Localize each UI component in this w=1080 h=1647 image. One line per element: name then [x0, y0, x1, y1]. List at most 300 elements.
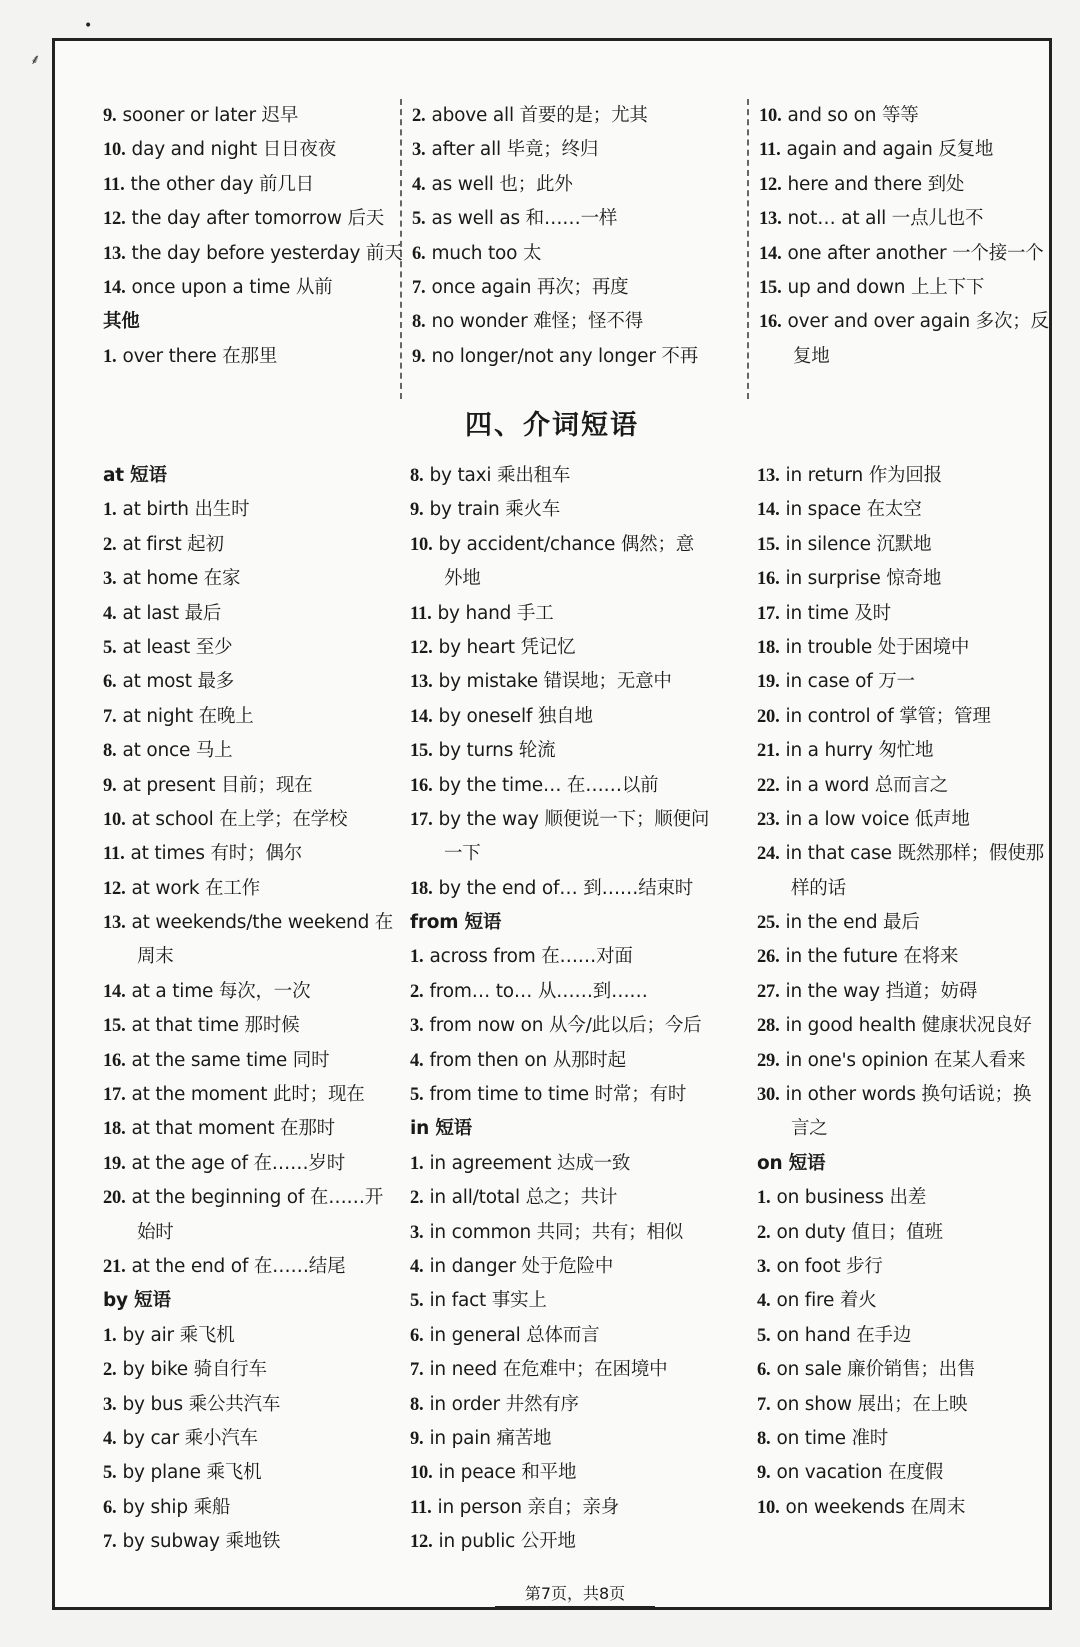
item-number: 14.: [757, 500, 780, 521]
item-number: 13.: [759, 209, 782, 230]
item-number: 2.: [410, 981, 424, 1002]
group-heading: [410, 1112, 745, 1146]
item-number: 4.: [410, 1050, 424, 1071]
phrase-item: [410, 1353, 745, 1387]
phrase-text: at birth 出生时: [122, 499, 250, 521]
phrase-item: [412, 202, 745, 236]
phrase-item: [103, 837, 393, 871]
phrase-item: [103, 1353, 393, 1387]
phrase-item: [410, 769, 745, 803]
phrase-item: [103, 1112, 393, 1146]
group-heading: [410, 906, 745, 940]
item-number: 7.: [757, 1394, 771, 1415]
item-number: 14.: [410, 706, 433, 727]
phrase-text: in that case 既然那样；假使那: [785, 843, 1044, 865]
item-number: 13.: [410, 672, 433, 693]
phrase-text: by ship 乘船: [122, 1496, 231, 1518]
phrase-item: [412, 340, 745, 374]
phrase-text: no longer/not any longer 不再: [431, 345, 699, 367]
phrase-text: not… at all 一点儿也不: [787, 208, 984, 230]
phrase-item: [103, 493, 393, 527]
phrase-item: [757, 1009, 1055, 1043]
item-number: 2.: [412, 106, 426, 126]
phrase-text: in danger 处于危险中: [429, 1255, 614, 1277]
phrase-item: [410, 734, 745, 768]
phrase-text: after all 毕竟；终归: [431, 139, 599, 161]
phrase-text: in silence 沉默地: [785, 533, 932, 555]
item-number: 5.: [103, 1463, 117, 1484]
phrase-text: from time to time 时常；有时: [429, 1084, 687, 1106]
item-number: 4.: [103, 603, 117, 624]
phrase-item: [759, 202, 1055, 236]
phrase-item: [410, 1250, 745, 1284]
item-number: 19.: [757, 672, 780, 693]
phrase-item: [410, 665, 745, 699]
phrase-text: in a word 总而言之: [785, 774, 949, 796]
item-number: 6.: [410, 1325, 424, 1346]
phrase-item: [759, 133, 1055, 167]
item-number: 10.: [410, 1463, 433, 1484]
phrase-text: by the way 顺便说一下；顺便问: [438, 808, 710, 830]
item-number: 12.: [759, 174, 782, 195]
phrase-item: [103, 1044, 393, 1078]
item-number: 19.: [103, 1153, 126, 1174]
phrase-text: in time 及时: [785, 602, 891, 624]
item-number: 17.: [757, 603, 780, 624]
phrase-text: in trouble 处于困境中: [785, 636, 970, 658]
phrase-text: on sale 廉价销售；出售: [776, 1359, 976, 1381]
item-number: 9.: [410, 500, 424, 521]
item-number: 4.: [103, 1428, 117, 1449]
phrase-item: [103, 597, 393, 631]
phrase-item: [410, 1009, 745, 1043]
phrase-item: [410, 1388, 745, 1422]
phrase-text: across from 在……对面: [429, 946, 633, 968]
phrase-item: [410, 493, 745, 527]
phrase-text: by 短语: [103, 1290, 171, 1312]
item-number: 14.: [103, 277, 126, 298]
phrase-text: by bus 乘公共汽车: [122, 1393, 281, 1415]
scan-mark: ⸙: [30, 52, 41, 68]
item-number: 6.: [757, 1360, 771, 1381]
phrase-item: [410, 1456, 745, 1490]
phrase-item: [757, 700, 1055, 734]
phrase-text: in 短语: [410, 1118, 472, 1140]
column-3: [747, 99, 1055, 399]
item-number: 3.: [410, 1222, 424, 1243]
phrase-text: in surprise 惊奇地: [785, 568, 942, 590]
phrase-continuation: [103, 940, 393, 974]
item-number: 16.: [103, 1050, 126, 1071]
phrase-item: [410, 1078, 745, 1112]
item-number: 3.: [103, 569, 117, 590]
item-number: 14.: [103, 981, 126, 1002]
item-number: 8.: [410, 466, 424, 486]
phrase-item: [757, 975, 1055, 1009]
phrase-text: once again 再次；再度: [431, 276, 629, 298]
item-number: 12.: [103, 209, 126, 230]
item-number: 12.: [410, 637, 433, 658]
phrase-item: [759, 271, 1055, 305]
phrase-text: no wonder 难怪；怪不得: [431, 311, 643, 333]
phrase-item: [410, 1216, 745, 1250]
phrase-item: [103, 1456, 393, 1490]
phrase-item: [757, 1181, 1055, 1215]
phrase-text: in fact 事实上: [429, 1290, 547, 1312]
column-2: [400, 99, 745, 399]
phrase-item: [103, 133, 393, 167]
phrase-item: [757, 459, 1055, 493]
phrase-item: [410, 803, 745, 837]
phrase-text: at the moment 此时；现在: [131, 1084, 365, 1106]
phrase-continuation: [410, 562, 745, 596]
item-number: 5.: [410, 1291, 424, 1312]
item-number: 5.: [410, 1085, 424, 1106]
phrase-text: on business 出差: [776, 1187, 927, 1209]
item-number: 3.: [410, 1016, 424, 1037]
item-number: 5.: [103, 637, 117, 658]
phrase-text: 其他: [103, 311, 140, 333]
item-number: 17.: [103, 1085, 126, 1106]
phrase-text: on show 展出；在上映: [776, 1393, 968, 1415]
item-number: 16.: [759, 312, 782, 333]
phrase-text: by taxi 乘出租车: [429, 465, 571, 486]
item-number: 18.: [103, 1119, 126, 1140]
phrase-text: by train 乘火车: [429, 499, 561, 521]
item-number: 10.: [757, 1497, 780, 1518]
item-number: 5.: [757, 1325, 771, 1346]
phrase-item: [103, 1491, 393, 1525]
phrase-item: [757, 1319, 1055, 1353]
column-3: [747, 459, 1055, 1599]
item-number: 11.: [103, 174, 125, 195]
phrase-item: [757, 1353, 1055, 1387]
item-number: 8.: [103, 741, 117, 762]
phrase-item: [757, 1284, 1055, 1318]
item-number: 8.: [757, 1428, 771, 1449]
phrase-item: [103, 872, 393, 906]
phrase-item: [103, 168, 393, 202]
page-frame: [52, 38, 1052, 1610]
phrase-item: [103, 1009, 393, 1043]
phrase-item: [410, 631, 745, 665]
item-number: 18.: [757, 637, 780, 658]
item-number: 9.: [757, 1463, 771, 1484]
item-number: 9.: [103, 775, 117, 796]
phrase-item: [757, 1078, 1055, 1112]
item-number: 1.: [103, 346, 117, 367]
phrase-text: day and night 日日夜夜: [131, 139, 336, 161]
phrase-item: [103, 1388, 393, 1422]
item-number: 4.: [757, 1291, 771, 1312]
phrase-text: in a hurry 匆忙地: [785, 740, 934, 762]
item-number: 27.: [757, 981, 780, 1002]
phrase-text: in common 共同；共有；相似: [429, 1221, 684, 1243]
phrase-item: [757, 1422, 1055, 1456]
phrase-text: in need 在危难中；在困境中: [429, 1359, 668, 1381]
phrase-item: [410, 459, 745, 493]
item-number: 11.: [759, 140, 781, 161]
phrase-text: at least 至少: [122, 636, 233, 658]
phrase-text: again and again 反复地: [786, 139, 994, 161]
phrase-item: [412, 271, 745, 305]
phrase-item: [103, 1422, 393, 1456]
phrase-item: [757, 1250, 1055, 1284]
phrase-text: at home 在家: [122, 568, 241, 590]
phrase-text: from now on 从今/此以后；今后: [429, 1015, 702, 1037]
phrase-item: [410, 597, 745, 631]
phrase-item: [412, 237, 745, 271]
item-number: 29.: [757, 1050, 780, 1071]
phrase-item: [757, 1491, 1055, 1525]
phrase-text: in all/total 总之；共计: [429, 1187, 618, 1209]
phrase-item: [410, 1319, 745, 1353]
item-number: 7.: [410, 1360, 424, 1381]
item-number: 21.: [103, 1256, 126, 1277]
phrase-text: by the end of… 到……结束时: [438, 877, 694, 899]
phrase-continuation: [410, 837, 745, 871]
item-number: 23.: [757, 809, 780, 830]
item-number: 15.: [103, 1016, 126, 1037]
item-number: 10.: [103, 140, 126, 161]
item-number: 16.: [410, 775, 433, 796]
phrase-item: [103, 528, 393, 562]
phrase-item: [103, 1525, 393, 1559]
phrase-item: [103, 271, 393, 305]
phrase-text: in the way 挡道；妨碍: [785, 980, 978, 1002]
item-number: 13.: [757, 466, 780, 486]
phrase-item: [103, 237, 403, 271]
phrase-text: on duty 值日；值班: [776, 1221, 943, 1243]
phrase-item: [103, 1078, 393, 1112]
phrase-item: [103, 1181, 393, 1215]
item-number: 15.: [757, 534, 780, 555]
phrase-item: [757, 631, 1055, 665]
phrase-item: [757, 528, 1055, 562]
item-number: 18.: [410, 878, 433, 899]
phrase-text: 一下: [444, 843, 481, 865]
phrase-text: and so on 等等: [787, 105, 919, 126]
item-number: 4.: [412, 174, 426, 195]
phrase-item: [103, 1319, 393, 1353]
phrase-text: in control of 掌管；管理: [785, 705, 991, 727]
phrase-text: one after another 一个接一个: [787, 242, 1044, 264]
phrase-text: up and down 上上下下: [787, 276, 985, 298]
item-number: 1.: [757, 1188, 771, 1209]
phrase-text: at night 在晚上: [122, 705, 254, 727]
phrase-item: [103, 803, 393, 837]
item-number: 26.: [757, 947, 780, 968]
item-number: 16.: [757, 569, 780, 590]
item-number: 1.: [410, 947, 424, 968]
phrase-item: [103, 1250, 393, 1284]
prepositional-phrases-section: [55, 459, 1049, 1599]
phrase-text: by car 乘小汽车: [122, 1427, 258, 1449]
phrase-item: [757, 734, 1055, 768]
phrase-item: [757, 1388, 1055, 1422]
phrase-item: [759, 305, 1055, 339]
item-number: 5.: [412, 209, 426, 230]
phrase-text: at school 在上学；在学校: [131, 808, 348, 830]
item-number: 10.: [759, 106, 782, 126]
phrase-text: at most 最多: [122, 671, 235, 693]
phrase-text: at weekends/the weekend 在: [131, 912, 394, 934]
phrase-text: in return 作为回报: [785, 465, 942, 486]
phrase-text: at 短语: [103, 465, 167, 486]
phrase-item: [410, 700, 745, 734]
phrase-text: at present 目前；现在: [122, 774, 313, 796]
phrase-item: [103, 665, 393, 699]
phrase-text: as well as 和……一样: [431, 208, 618, 230]
item-number: 12.: [103, 878, 126, 899]
phrase-continuation: [759, 340, 1055, 374]
item-number: 21.: [757, 741, 780, 762]
phrase-text: in the end 最后: [785, 912, 920, 934]
phrase-item: [410, 1525, 745, 1559]
item-number: 1.: [103, 500, 117, 521]
item-number: 7.: [103, 706, 117, 727]
phrase-item: [412, 305, 745, 339]
item-number: 1.: [410, 1153, 424, 1174]
item-number: 10.: [410, 534, 433, 555]
phrase-item: [103, 562, 393, 596]
item-number: 25.: [757, 913, 780, 934]
item-number: 1.: [103, 1325, 117, 1346]
phrase-text: 外地: [444, 568, 481, 590]
column-1: [103, 459, 393, 1599]
phrase-continuation: [757, 872, 1055, 906]
phrase-continuation: [757, 1112, 1055, 1146]
phrase-item: [757, 906, 1055, 940]
phrase-text: in a low voice 低声地: [785, 808, 970, 830]
scan-mark: •: [84, 18, 93, 34]
item-number: 2.: [757, 1222, 771, 1243]
phrase-text: by bike 骑自行车: [122, 1359, 267, 1381]
phrase-item: [410, 1147, 745, 1181]
phrase-text: in pain 痛苦地: [429, 1427, 552, 1449]
phrase-item: [412, 133, 745, 167]
item-number: 22.: [757, 775, 780, 796]
phrase-text: much too 太: [431, 242, 542, 264]
phrase-text: by air 乘飞机: [122, 1324, 235, 1346]
phrase-item: [410, 1181, 745, 1215]
phrase-text: at once 马上: [122, 740, 233, 762]
phrase-item: [103, 99, 393, 133]
item-number: 14.: [759, 243, 782, 264]
phrase-text: in general 总体而言: [429, 1324, 600, 1346]
phrase-item: [410, 1422, 745, 1456]
item-number: 11.: [103, 844, 125, 865]
phrase-text: at the end of 在……结尾: [131, 1255, 346, 1277]
item-number: 9.: [410, 1428, 424, 1449]
phrase-text: at work 在工作: [131, 877, 260, 899]
phrase-item: [757, 1044, 1055, 1078]
phrase-item: [410, 1044, 745, 1078]
item-number: 2.: [410, 1188, 424, 1209]
phrase-item: [103, 975, 393, 1009]
phrase-text: on 短语: [757, 1152, 826, 1174]
phrase-text: 言之: [791, 1118, 828, 1140]
phrase-text: in peace 和平地: [438, 1462, 577, 1484]
phrase-text: 始时: [137, 1221, 174, 1243]
item-number: 7.: [412, 277, 426, 298]
phrase-text: over and over again 多次；反: [787, 311, 1049, 333]
phrase-text: at that time 那时候: [131, 1015, 300, 1037]
phrase-item: [412, 99, 745, 133]
phrase-text: by turns 轮流: [438, 740, 556, 762]
phrase-item: [103, 700, 393, 734]
item-number: 10.: [103, 809, 126, 830]
phrase-text: in good health 健康状况良好: [785, 1015, 1032, 1037]
phrase-item: [757, 562, 1055, 596]
page-footer: 第7页，共8页: [495, 1581, 655, 1609]
phrase-item: [757, 597, 1055, 631]
section-title: 四、介词短语: [465, 410, 639, 441]
phrase-text: on weekends 在周末: [785, 1496, 966, 1518]
phrase-text: by the time… 在……以前: [438, 774, 659, 796]
phrase-item: [757, 940, 1055, 974]
phrase-item: [759, 237, 1055, 271]
item-number: 13.: [103, 913, 126, 934]
phrase-text: the other day 前几日: [130, 173, 314, 195]
phrase-text: sooner or later 迟早: [122, 105, 299, 126]
item-number: 3.: [103, 1394, 117, 1415]
phrase-item: [759, 99, 1055, 133]
phrase-text: once upon a time 从前: [131, 276, 333, 298]
item-number: 28.: [757, 1016, 780, 1037]
item-number: 20.: [757, 706, 780, 727]
phrase-item: [103, 734, 393, 768]
phrase-item: [103, 631, 393, 665]
phrase-text: from 短语: [410, 912, 502, 934]
phrase-item: [757, 665, 1055, 699]
phrase-text: at times 有时；偶尔: [130, 843, 303, 865]
item-number: 24.: [757, 844, 780, 865]
phrase-item: [410, 1284, 745, 1318]
phrase-item: [103, 906, 393, 940]
item-number: 3.: [412, 140, 426, 161]
group-heading: [103, 1284, 393, 1318]
item-number: 8.: [410, 1394, 424, 1415]
phrase-text: at a time 每次，一次: [131, 980, 311, 1002]
phrase-text: 样的话: [791, 877, 846, 899]
phrase-text: in the future 在将来: [785, 946, 959, 968]
phrase-text: as well 也；此外: [431, 173, 573, 195]
item-number: 15.: [759, 277, 782, 298]
phrase-item: [103, 202, 393, 236]
phrase-text: in public 公开地: [438, 1531, 576, 1553]
phrase-text: by hand 手工: [437, 602, 554, 624]
phrase-text: on time 准时: [776, 1427, 889, 1449]
item-number: 13.: [103, 243, 126, 264]
phrase-item: [103, 340, 393, 374]
phrase-text: at last 最后: [122, 602, 222, 624]
item-number: 3.: [757, 1256, 771, 1277]
phrase-item: [410, 940, 745, 974]
phrase-item: [757, 769, 1055, 803]
item-number: 7.: [103, 1532, 117, 1553]
column-2: [400, 459, 745, 1599]
phrase-text: the day after tomorrow 后天: [131, 208, 385, 230]
item-number: 6.: [103, 672, 117, 693]
phrase-text: on hand 在手边: [776, 1324, 912, 1346]
phrase-item: [410, 872, 745, 906]
phrase-text: by oneself 独自地: [438, 705, 593, 727]
phrase-text: from… to… 从……到……: [429, 980, 648, 1002]
phrase-item: [410, 528, 745, 562]
phrase-text: by plane 乘飞机: [122, 1462, 262, 1484]
phrase-text: at that moment 在那时: [131, 1118, 335, 1140]
